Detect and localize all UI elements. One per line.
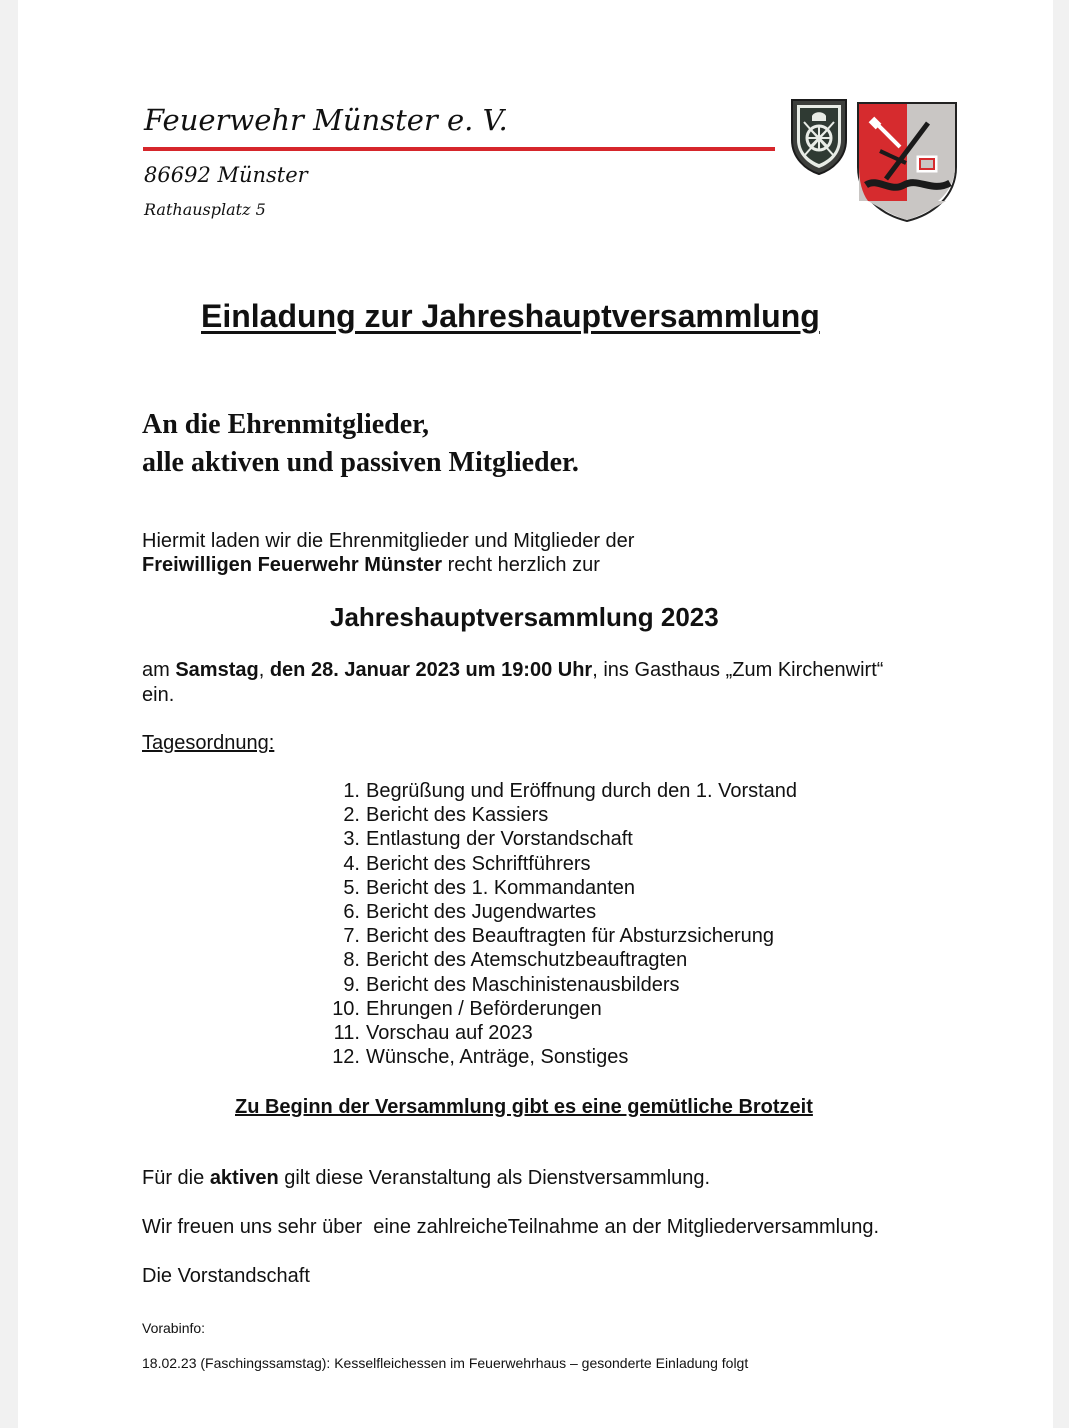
agenda-item-text: Ehrungen / Beförderungen	[366, 997, 602, 1020]
agenda-item	[324, 973, 797, 997]
agenda-item-text: Bericht des Atemschutzbeauftragten	[366, 949, 688, 972]
agenda-item-text: Bericht des Beauftragten für Absturzsicherung	[366, 925, 775, 948]
coat-of-arms-icon	[856, 101, 958, 223]
duty-bold: aktiven	[209, 1167, 279, 1189]
agenda-item-number: 2.	[343, 804, 360, 827]
org-zip-city: 86692 Münster	[144, 163, 308, 187]
agenda-item	[324, 852, 797, 876]
agenda-item-text: Wünsche, Anträge, Sonstiges	[366, 1046, 629, 1069]
intro-line-2-rest: recht herzlich zur	[442, 554, 600, 576]
agenda-label: Tagesordnung:	[142, 732, 275, 754]
org-name: Feuerwehr Münster e. V.	[144, 103, 508, 137]
fire-brigade-emblem-icon	[786, 94, 852, 176]
header-divider	[143, 147, 775, 151]
agenda-item-number: 4.	[343, 852, 360, 875]
agenda-item-number: 11.	[333, 1022, 360, 1045]
date-location: , ins Gasthaus „Zum Kirchenwirt“	[592, 659, 884, 681]
date-sep: ,	[258, 659, 270, 681]
date-line-2: ein.	[142, 684, 175, 706]
preinfo-text: 18.02.23 (Faschingssamstag): Kesselfleichessen im Feuerwehrhaus – gesonderte Einladung folgt	[142, 1355, 749, 1371]
agenda-item	[324, 900, 797, 924]
agenda-item	[324, 924, 797, 948]
duty-rest: gilt diese Veranstaltung als Dienstversammlung.	[278, 1167, 711, 1189]
date-line	[142, 659, 883, 682]
brotzeit-note: Zu Beginn der Versammlung gibt es eine gemütliche Brotzeit	[235, 1096, 813, 1118]
agenda-item-text: Bericht des Jugendwartes	[366, 901, 597, 924]
agenda-item-number: 7.	[343, 925, 360, 948]
document-page	[18, 0, 1053, 1428]
closing-line: Wir freuen uns sehr über eine zahlreicheTeilnahme an der Mitgliederversammlung.	[142, 1216, 880, 1238]
agenda-item	[324, 1045, 797, 1069]
org-street: Rathausplatz 5	[144, 200, 266, 219]
agenda-list	[324, 779, 797, 1069]
date-prefix: am	[142, 659, 176, 681]
intro-line-2	[142, 554, 600, 577]
agenda-item	[324, 779, 797, 803]
agenda-item-text: Begrüßung und Eröffnung durch den 1. Vorstand	[366, 780, 798, 802]
agenda-item-number: 9.	[343, 973, 360, 996]
agenda-item-text: Bericht des Maschinistenausbilders	[366, 973, 680, 996]
salutation-line-1: An die Ehrenmitglieder,	[142, 409, 430, 440]
agenda-item-text: Entlastung der Vorstandschaft	[366, 828, 633, 851]
agenda-item-number: 8.	[343, 949, 360, 972]
duty-line	[142, 1167, 710, 1190]
event-heading: Jahreshauptversammlung 2023	[330, 602, 719, 632]
agenda-item	[324, 827, 797, 851]
agenda-item-text: Vorschau auf 2023	[366, 1022, 533, 1045]
agenda-item-number: 6.	[343, 901, 360, 924]
agenda-item-number: 10.	[332, 997, 360, 1020]
agenda-item-number: 12.	[332, 1046, 360, 1069]
agenda-item	[324, 948, 797, 972]
agenda-item-number: 1.	[343, 780, 360, 802]
date-time: den 28. Januar 2023 um 19:00 Uhr	[269, 659, 593, 681]
intro-org-bold: Freiwilligen Feuerwehr Münster	[142, 554, 443, 576]
duty-prefix: Für die	[142, 1167, 210, 1189]
signature: Die Vorstandschaft	[142, 1265, 310, 1287]
agenda-item-text: Bericht des Kassiers	[366, 804, 549, 827]
agenda-item	[324, 803, 797, 827]
preinfo-label: Vorabinfo:	[142, 1320, 206, 1336]
agenda-item-number: 5.	[343, 876, 360, 899]
agenda-item-text: Bericht des Schriftführers	[366, 852, 591, 875]
intro-line-1: Hiermit laden wir die Ehrenmitglieder und Mitglieder der	[142, 530, 635, 552]
page-title: Einladung zur Jahreshauptversammlung	[201, 298, 820, 334]
agenda-item-text: Bericht des 1. Kommandanten	[366, 876, 636, 899]
agenda-item-number: 3.	[343, 828, 360, 851]
agenda-item	[324, 997, 797, 1021]
salutation-line-2: alle aktiven und passiven Mitglieder.	[142, 447, 579, 478]
agenda-item	[324, 1021, 797, 1045]
date-day: Samstag	[175, 659, 259, 681]
agenda-item	[324, 876, 797, 900]
